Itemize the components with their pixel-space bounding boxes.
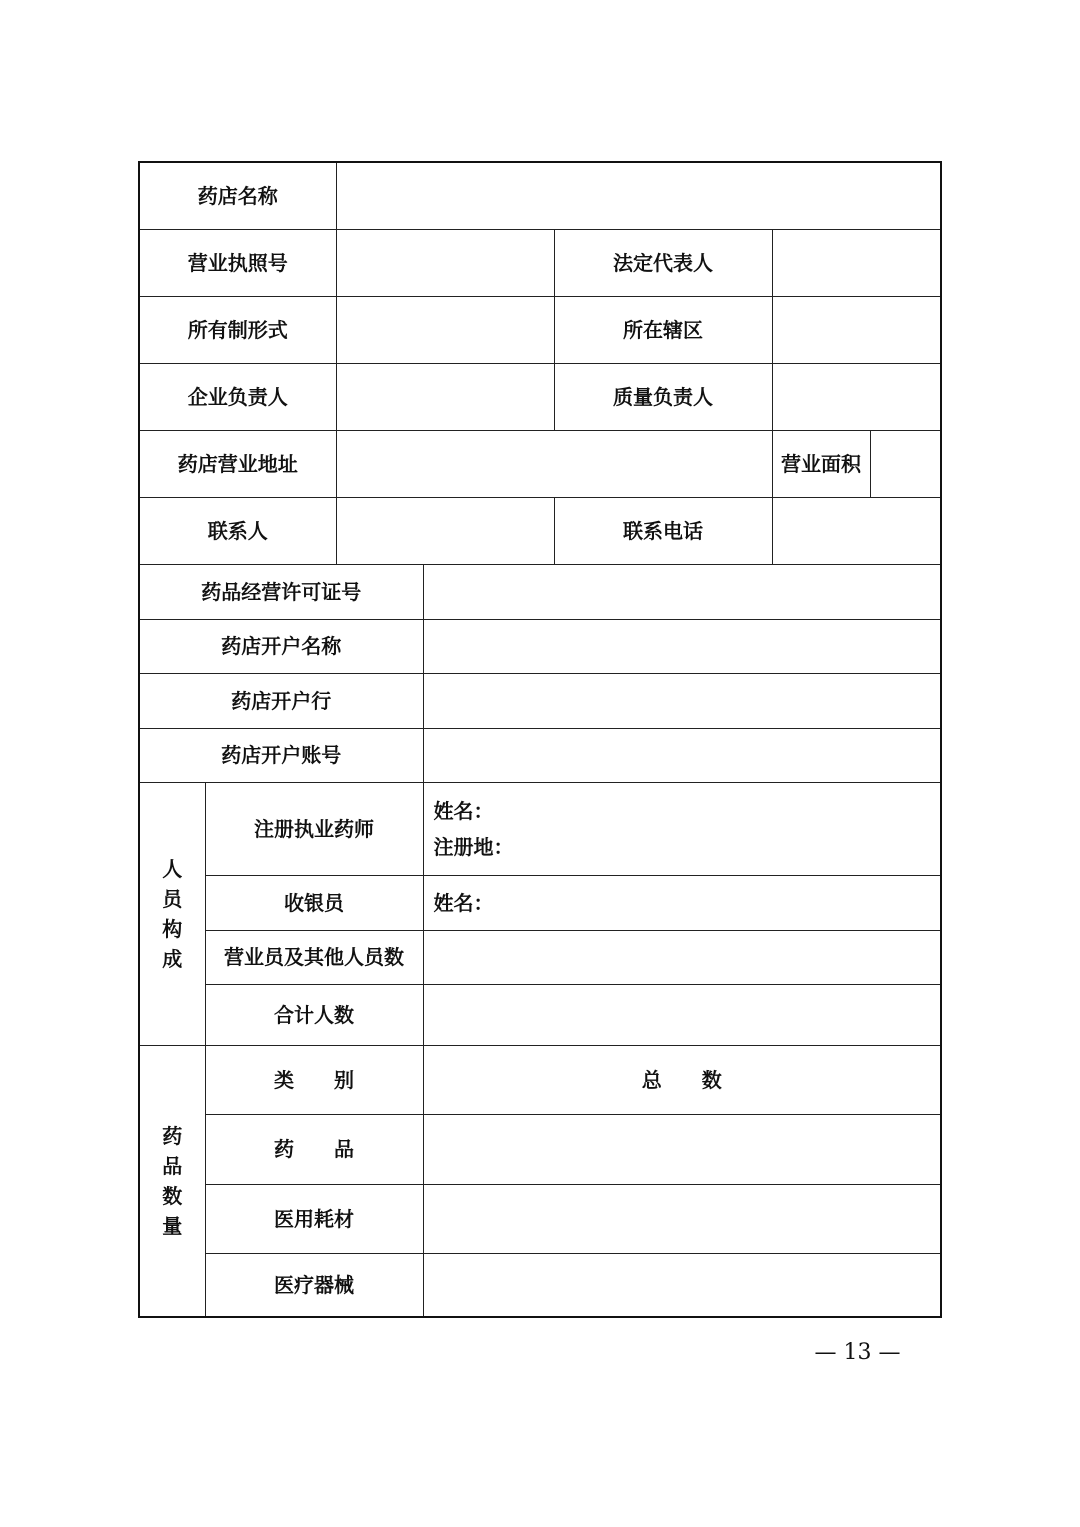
store-info-form	[138, 161, 942, 1318]
row-consumables	[139, 1184, 941, 1253]
legal-rep-label: 法定代表人	[554, 229, 772, 296]
pharmacist-value[interactable]	[423, 782, 941, 875]
contact-label: 联系人	[139, 497, 336, 564]
row-pharmacist	[139, 782, 941, 875]
drug-license-value[interactable]	[423, 564, 941, 619]
account-number-value[interactable]	[423, 728, 941, 782]
others-value[interactable]	[423, 930, 941, 984]
business-license-value[interactable]	[336, 229, 554, 296]
bank-value[interactable]	[423, 673, 941, 728]
cashier-name-prefix: 姓名：	[433, 890, 494, 915]
row-others	[139, 930, 941, 984]
cashier-label: 收银员	[205, 875, 423, 930]
area-value[interactable]	[870, 430, 941, 497]
row-account-number	[139, 728, 941, 782]
pharmacist-name-prefix: 姓名：	[433, 798, 494, 823]
account-number-label: 药店开户账号	[139, 728, 423, 782]
drug-license-label: 药品经营许可证号	[139, 564, 423, 619]
ownership-value[interactable]	[336, 296, 554, 363]
row-bank	[139, 673, 941, 728]
row-drug-license	[139, 564, 941, 619]
account-name-label: 药店开户名称	[139, 619, 423, 673]
phone-value[interactable]	[772, 497, 941, 564]
devices-value[interactable]	[423, 1253, 941, 1317]
row-medicine	[139, 1114, 941, 1184]
row-devices	[139, 1253, 941, 1317]
others-label: 营业员及其他人员数	[205, 930, 423, 984]
ownership-label: 所有制形式	[139, 296, 336, 363]
row-business-license	[139, 229, 941, 296]
contact-value[interactable]	[336, 497, 554, 564]
legal-rep-value[interactable]	[772, 229, 941, 296]
cashier-value[interactable]	[423, 875, 941, 930]
account-name-value[interactable]	[423, 619, 941, 673]
consumables-label: 医用耗材	[205, 1184, 423, 1253]
address-value[interactable]	[336, 430, 772, 497]
row-heads	[139, 363, 941, 430]
bank-label: 药店开户行	[139, 673, 423, 728]
business-license-label: 营业执照号	[139, 229, 336, 296]
enterprise-head-value[interactable]	[336, 363, 554, 430]
row-store-name	[139, 162, 941, 229]
row-account-name	[139, 619, 941, 673]
enterprise-head-label: 企业负责人	[139, 363, 336, 430]
row-total-staff	[139, 984, 941, 1045]
district-value[interactable]	[772, 296, 941, 363]
area-label: 营业面积	[772, 430, 870, 497]
store-name-label: 药店名称	[139, 162, 336, 229]
devices-label: 医疗器械	[205, 1253, 423, 1317]
total-staff-label: 合计人数	[205, 984, 423, 1045]
quality-head-value[interactable]	[772, 363, 941, 430]
page-number: — 13 —	[814, 1340, 901, 1365]
row-cashier	[139, 875, 941, 930]
store-name-value[interactable]	[336, 162, 941, 229]
phone-label: 联系电话	[554, 497, 772, 564]
row-contact	[139, 497, 941, 564]
row-address	[139, 430, 941, 497]
medicine-label: 药 品	[205, 1114, 423, 1184]
address-label: 药店营业地址	[139, 430, 336, 497]
consumables-value[interactable]	[423, 1184, 941, 1253]
row-ownership	[139, 296, 941, 363]
total-staff-value[interactable]	[423, 984, 941, 1045]
pharmacist-reg-prefix: 注册地：	[433, 834, 514, 859]
row-drug-header	[139, 1045, 941, 1114]
quality-head-label: 质量负责人	[554, 363, 772, 430]
total-header: 总 数	[423, 1045, 941, 1114]
category-header: 类 别	[205, 1045, 423, 1114]
district-label: 所在辖区	[554, 296, 772, 363]
staff-group-label	[139, 782, 205, 1045]
pharmacist-label: 注册执业药师	[205, 782, 423, 875]
medicine-value[interactable]	[423, 1114, 941, 1184]
drugs-group-label	[139, 1045, 205, 1317]
staff-group-text: 人员构成	[162, 856, 183, 971]
drugs-group-text: 药品数量	[162, 1123, 183, 1238]
